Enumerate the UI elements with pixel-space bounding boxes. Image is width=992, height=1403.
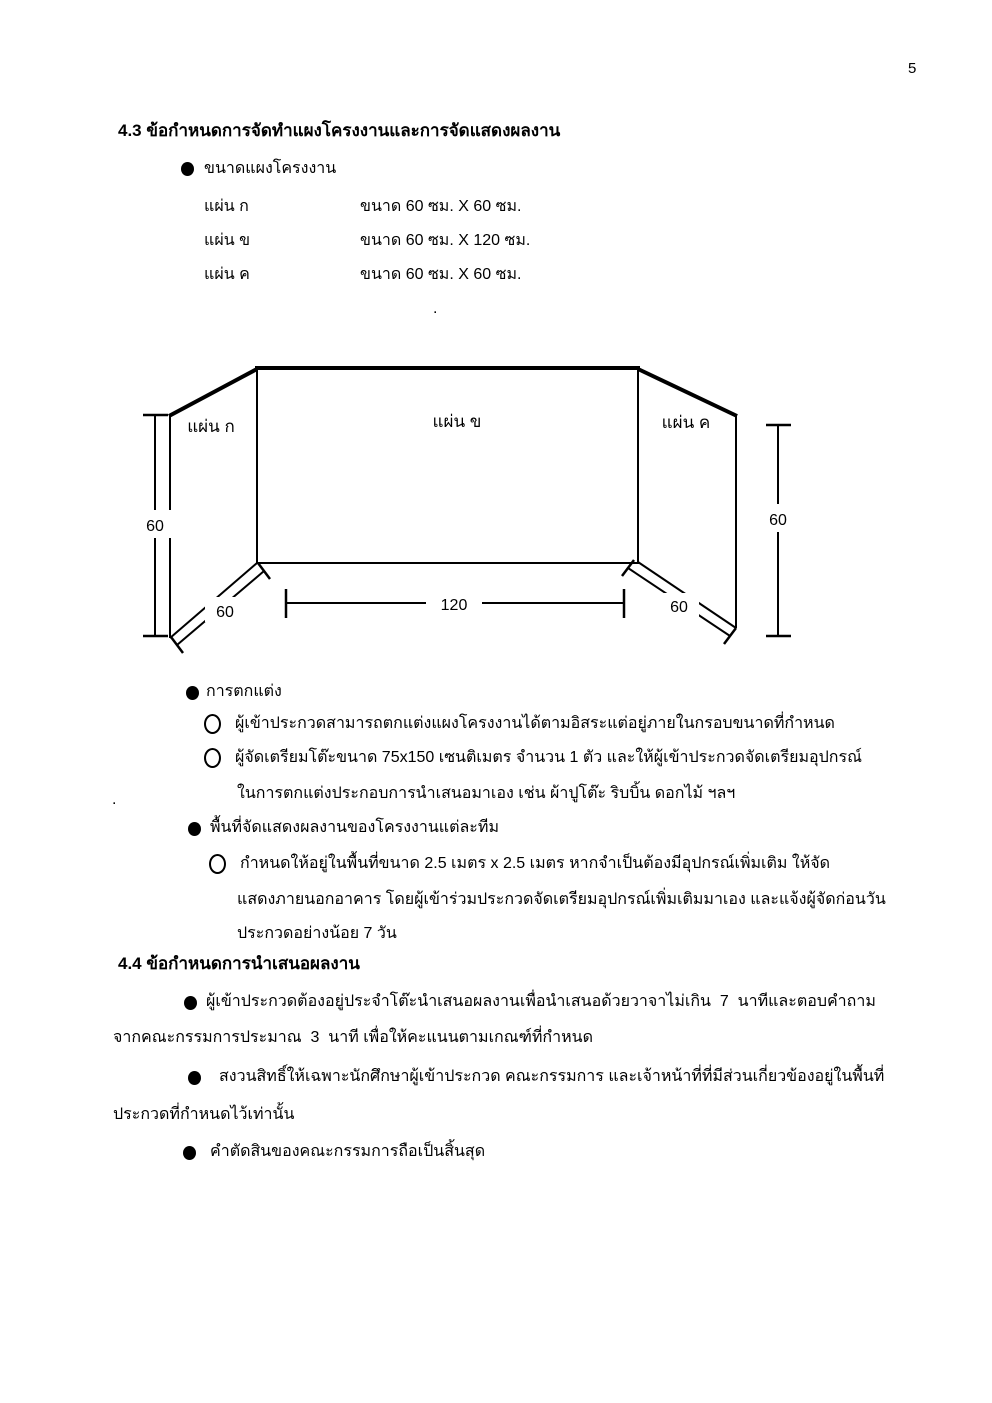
filled-bullet-icon (188, 1071, 201, 1085)
board-row-name: แผ่น ข (204, 232, 251, 249)
decoration-item-2-line-1: ผู้จัดเตรียมโต๊ะขนาด 75x150 เซนติเมตร จำนวน 1 ตัว และให้ผู้เข้าประกวดจัดเตรียมอุปกรณ์ (235, 749, 862, 766)
presentation-bullet-1-line-1: ผู้เข้าประกวดต้องอยู่ประจำโต๊ะนำเสนอผลงานเพื่อนำเสนอด้วยวาจาไม่เกิน 7 นาทีและตอบคำถาม (206, 993, 876, 1010)
filled-bullet-icon (183, 1146, 196, 1160)
page-number: 5 (908, 60, 917, 77)
stray-period: . (433, 300, 438, 317)
dim-left-depth-label: 60 (216, 604, 234, 621)
decoration-item-2-line-2: ในการตกแต่งประกอบการนำเสนอมาเอง เช่น ผ้าปูโต๊ะ ริบบิ้น ดอกไม้ ฯลฯ (237, 785, 736, 802)
display-area-item-line-1: กำหนดให้อยู่ในพื้นที่ขนาด 2.5 เมตร x 2.5 เมตร หากจำเป็นต้องมีอุปกรณ์เพิ่มเติม ให้จัด (240, 855, 831, 872)
presentation-bullet-2-line-1: สงวนสิทธิ์ให้เฉพาะนักศึกษาผู้เข้าประกวด คณะกรรมการ และเจ้าหน้าที่ที่มีส่วนเกี่ยวข้องอยู่ในพื้นที่ (219, 1068, 885, 1085)
board-row-name: แผ่น ค (204, 266, 250, 283)
board-row-size: ขนาด 60 ซม. X 60 ซม. (360, 198, 522, 215)
display-area-bullet-label: พื้นที่จัดแสดงผลงานของโครงงานแต่ละทีม (210, 819, 499, 836)
open-circle-icon (204, 748, 221, 768)
decoration-bullet-label: การตกแต่ง (206, 683, 282, 700)
dim-right-depth-label: 60 (670, 599, 688, 616)
panel-c-label: แผ่น ค (661, 413, 711, 432)
decoration-item-1: ผู้เข้าประกวดสามารถตกแต่งแผงโครงงานได้ตามอิสระแต่อยู่ภายในกรอบขนาดที่กำหนด (235, 715, 835, 732)
presentation-bullet-1-line-2: จากคณะกรรมการประมาณ 3 นาที เพื่อให้คะแนนตามเกณฑ์ที่กำหนด (113, 1029, 593, 1046)
display-area-item-line-2: แสดงภายนอกอาคาร โดยผู้เข้าร่วมประกวดจัดเตรียมอุปกรณ์เพิ่มเติมมาเอง และแจ้งผู้จัดก่อนวัน (237, 891, 886, 908)
stray-period: . (112, 791, 117, 808)
filled-bullet-icon (188, 822, 201, 836)
board-size-bullet-label: ขนาดแผงโครงงาน (204, 160, 337, 177)
diagram-roof-edges (169, 368, 737, 416)
filled-bullet-icon (184, 996, 197, 1010)
filled-bullet-icon (186, 686, 199, 700)
section-4-4-heading: 4.4 ข้อกำหนดการนำเสนอผลงาน (118, 954, 360, 973)
display-area-item-line-3: ประกวดอย่างน้อย 7 วัน (237, 925, 397, 942)
presentation-bullet-2-line-2: ประกวดที่กำหนดไว้เท่านั้น (113, 1106, 295, 1123)
board-row-size: ขนาด 60 ซม. X 60 ซม. (360, 266, 522, 283)
open-circle-icon (204, 714, 221, 734)
board-row-size: ขนาด 60 ซม. X 120 ซม. (360, 232, 531, 249)
presentation-bullet-3: คำตัดสินของคณะกรรมการถือเป็นสิ้นสุด (210, 1143, 486, 1160)
dim-right-height-label: 60 (769, 512, 787, 529)
board-row-name: แผ่น ก (204, 198, 249, 215)
display-board-diagram (100, 350, 800, 662)
open-circle-icon (209, 854, 226, 874)
panel-b-label: แผ่น ข (432, 412, 482, 431)
section-4-3-heading: 4.3 ข้อกำหนดการจัดทำแผงโครงงานและการจัดแสดงผลงาน (118, 121, 561, 140)
dim-left-height-label: 60 (146, 518, 164, 535)
panel-a-label: แผ่น ก (187, 417, 235, 436)
filled-bullet-icon (181, 162, 194, 176)
dim-bottom-width-label: 120 (440, 597, 468, 614)
